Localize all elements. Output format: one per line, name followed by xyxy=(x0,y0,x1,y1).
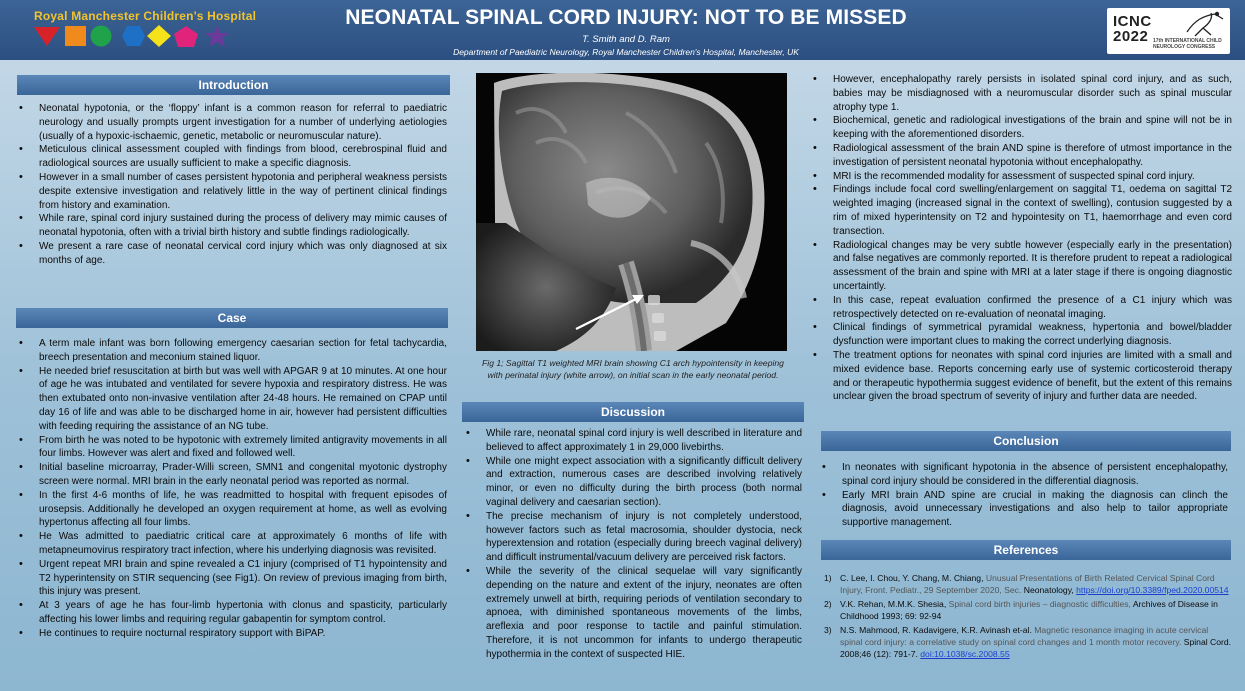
pink-pentagon-icon xyxy=(174,26,198,47)
right-column-bullet: • Radiological assessment of the brain AND spine is therefore of utmost importance in the investigation of persistent neonatal hypotonia without encephalopathy. xyxy=(811,142,1232,170)
reference-number: 3) xyxy=(824,625,832,635)
reference-title: Spinal cord birth injuries – diagnostic difficulties, xyxy=(948,599,1133,609)
discussion-bullet: • While rare, neonatal spinal cord injury is well described in literature and believed to affect approximately 1 in 29,000 livebirths. xyxy=(464,427,802,455)
discussion-list xyxy=(464,427,802,662)
reference-number: 1) xyxy=(824,573,832,583)
case-bullet: • He needed brief resuscitation at birth but was well with APGAR 9 at 10 minutes. At one hour of age he was intubated and ventilated for severe hypoxia and respiratory distress. He was then extubated onto non-invasive ventilation after 24-48 hours. He remained on CPAP until day 16 of life and was able to be discharged home in air, however had persistent difficulties with feeding requiring the assistance of an NG tube. xyxy=(17,365,447,434)
reference-link[interactable]: https://doi.org/10.3389/fped.2020.00514 xyxy=(1076,585,1229,595)
references-list xyxy=(822,572,1232,662)
figure-caption: Fig 1; Sagittal T1 weighted MRI brain showing C1 arch hypointensity in keeping with perinatal injury (white arrow), on initial scan in the early neonatal period. xyxy=(482,358,784,380)
discussion-bullet: • The precise mechanism of injury is not completely understood, however factors such as fetal macrosomia, shoulder dystocia, neck hyperextension and rotation (especially during breech vaginal delivery) and difficult instrumental/vacuum delivery are perceived risk factors. xyxy=(464,510,802,565)
case-bullet: • He continues to require nocturnal respiratory support with BiPAP. xyxy=(17,627,447,641)
case-bullet: • Urgent repeat MRI brain and spine revealed a C1 injury (comprised of T1 hypointensity and T2 hyperintensity on STIR sequencing (see Fig1). On review of previous imaging from birth, this injury was present. xyxy=(17,558,447,599)
mri-figure xyxy=(476,73,787,351)
conclusion-heading: Conclusion xyxy=(821,431,1231,451)
right-column-bullet: • Findings include focal cord swelling/enlargement on saggital T1, oedema on sagittal T2 weighted imaging (increased signal in the context of swelling), contusion suggested by a rim of mixed hyperintensity on T2 and hypointesity on T1, haemorrhage and even cord transection. xyxy=(811,183,1232,238)
case-bullet: • In the first 4-6 months of life, he was readmitted to hospital with frequent episodes of urosepsis. Additionally he developed an oxygen requirement at home, as well as evolving hypertonus affecting all four limbs. xyxy=(17,489,447,530)
reference-authors: N.S. Mahmood, R. Kadavigere, K.R. Avinash et-al. xyxy=(840,625,1035,635)
case-bullet: • A term male infant was born following emergency caesarian section for fetal tachycardia, breech presentation and meconium stained liquor. xyxy=(17,337,447,365)
reference-item xyxy=(822,624,1232,660)
introduction-bullet: • Meticulous clinical assessment coupled with findings from blood, cerebrospinal fluid and radiological sources are usually sufficient to make a specific diagnosis. xyxy=(17,143,447,171)
dancer-figure-icon xyxy=(1181,10,1227,38)
logo-subtext: 17th INTERNATIONAL CHILD NEUROLOGY CONGRESS xyxy=(1153,38,1222,50)
right-column-bullet: • MRI is the recommended modality for assessment of suspected spinal cord injury. xyxy=(811,170,1232,184)
reference-title: Magnetic resonance imaging in acute cervical spinal cord injury: a correlative study on spinal cord changes and 1 month motor recovery. xyxy=(840,625,1209,647)
case-bullet: • At 3 years of age he has four-limb hypertonia with clonus and spasticity, particularly affecting his lower limbs and requiring regular gabapentin for symptom control. xyxy=(17,599,447,627)
logo-text-line2: 2022 xyxy=(1113,28,1149,45)
right-column-bullet: • In this case, repeat evaluation confirmed the presence of a C1 injury which was retrospectively detected on re-evaluation of neonatal imaging. xyxy=(811,294,1232,322)
conclusion-list xyxy=(820,461,1228,530)
case-bullet: • He Was admitted to paediatric critical care at approximately 6 months of life with metapneumovirus respiratory tract infection, where his underlying diagnosis was revisited. xyxy=(17,530,447,558)
discussion-bullet: • While the severity of the clinical sequelae will vary significantly depending on the nature and extent of the injury, neonates are often extremely unwell at birth, requiring periods of ventilation secondary to apnoea, with diminished spontaneous movements of the limbs, areflexia and poor response to tactile and painful stimulation. Therefore, it is not uncommon for infants to undergo therapeutic hypothermia in the context of suspected HIE. xyxy=(464,565,802,662)
reference-item xyxy=(822,598,1232,622)
orange-square-icon xyxy=(65,26,86,46)
hospital-logo-shapes xyxy=(33,24,233,48)
introduction-list xyxy=(17,102,447,268)
introduction-heading: Introduction xyxy=(17,75,450,95)
poster-authors: T. Smith and D. Ram xyxy=(582,34,670,45)
references-heading: References xyxy=(821,540,1231,560)
reference-title: Unusual Presentations of Birth Related Cervical Spinal Cord Injury, Front. Pediatr., 29 September 2020, Sec. xyxy=(840,573,1215,595)
right-column-bullet: • Radiological changes may be very subtle however (especially early in the presentation) and false negatives are commonly reported. It is therefore prudent to repeat a radiological assessment of the brain and spine with MRI at a later stage if there is ongoing diagnostic uncertaintly. xyxy=(811,239,1232,294)
case-list xyxy=(17,337,447,641)
poster-department: Department of Paediatric Neurology, Royal Manchester Children's Hospital, Manchester, UK xyxy=(453,47,799,57)
hospital-name: Royal Manchester Children's Hospital xyxy=(34,9,257,23)
reference-journal: Archives of Disease in Childhood 1993; 69: 92-94 xyxy=(840,599,1218,621)
case-bullet: • From birth he was noted to be hypotonic with extremely limited antigravity movements in all four limbs. However was alert and fixed and followed well. xyxy=(17,434,447,462)
discussion-bullet: • While one might expect association with a significantly difficult delivery and extraction, numerous cases are described involving relatively minor, or even no difficulty during the birth process (both normal vaginal delivery and caesarian section). xyxy=(464,455,802,510)
red-triangle-icon xyxy=(34,27,60,46)
purple-star-icon xyxy=(205,25,229,47)
poster-title: NEONATAL SPINAL CORD INJURY: NOT TO BE MISSED xyxy=(345,6,907,29)
right-column-list xyxy=(811,73,1232,404)
right-column-bullet: • However, encephalopathy rarely persists in isolated spinal cord injury, and as such, babies may be misdiagnosed with a neuromuscular disorder such as spinal muscular atrophy type 1. xyxy=(811,73,1232,114)
case-bullet: • Initial baseline microarray, Prader-Willi screen, SMN1 and congenital myotonic dystrophy screen were normal. MRI brain in the early neonatal period was reported as normal. xyxy=(17,461,447,489)
yellow-diamond-icon xyxy=(147,25,171,47)
reference-number: 2) xyxy=(824,599,832,609)
introduction-bullet: • While rare, spinal cord injury sustained during the process of delivery may mimic causes of neonatal hypotonia, often with a trivial birth history and subtle findings radiologically. xyxy=(17,212,447,240)
logo-text-line1: ICNC xyxy=(1113,13,1152,30)
conclusion-bullet: • In neonates with significant hypotonia in the absence of persistent encephalopathy, spinal cord injury should be considered in the differential diagnosis. xyxy=(820,461,1228,489)
right-column-bullet: • The treatment options for neonates with spinal cord injuries are limited with a small and mixed evidence base. Reports concerning early use of systemic corticosteroid therapy and or therapeutic hypothermia suggest evidence of benefit, but the extent of this remains unclear given the broad spectrum of severity of injury and further data are needed. xyxy=(811,349,1232,404)
reference-journal: Neonatology, xyxy=(1023,585,1077,595)
reference-item xyxy=(822,572,1232,596)
introduction-bullet: • However in a small number of cases persistent hypotonia and peripheral weakness persists despite extensive investigation and relatively little in the way of pertinent clinical findings from history and examination. xyxy=(17,171,447,212)
introduction-bullet: • Neonatal hypotonia, or the ‘floppy’ infant is a common reason for referral to paediatric neurology and usually prompts urgent investigation for a number of underlying aetiologies (usually of a hypoxic-ischaemic, genetic, metabolic or neuromuscular nature). xyxy=(17,102,447,143)
reference-journal: Spinal Cord. 2008;46 (12): 791-7. xyxy=(840,637,1232,659)
case-heading: Case xyxy=(16,308,448,328)
introduction-bullet: • We present a rare case of neonatal cervical cord injury which was only diagnosed at six months of age. xyxy=(17,240,447,268)
conclusion-bullet: • Early MRI brain AND spine are crucial in making the diagnosis can clinch the diagnosis, avoid unnecessary investigations and also help to tailor appropriate supportive management. xyxy=(820,489,1228,530)
reference-authors: V.K. Rehan, M.M.K. Shesia, xyxy=(840,599,949,609)
discussion-heading: Discussion xyxy=(462,402,804,422)
mri-image xyxy=(476,73,787,351)
icnc-logo xyxy=(1107,8,1230,54)
blue-hexagon-icon xyxy=(122,26,145,46)
reference-link[interactable]: doi:10.1038/sc.2008.55 xyxy=(920,649,1010,659)
right-column-bullet: • Biochemical, genetic and radiological investigations of the brain and spine will not be in keeping with the aforementioned disorders. xyxy=(811,114,1232,142)
reference-authors: C. Lee, I. Chou, Y. Chang, M. Chiang, xyxy=(840,573,986,583)
green-circle-icon xyxy=(91,26,112,47)
right-column-bullet: • Clinical findings of symmetrical pyramidal weakness, hypertonia and bowel/bladder dysfunction were important clues to making the correct underlying diagnosis. xyxy=(811,321,1232,349)
